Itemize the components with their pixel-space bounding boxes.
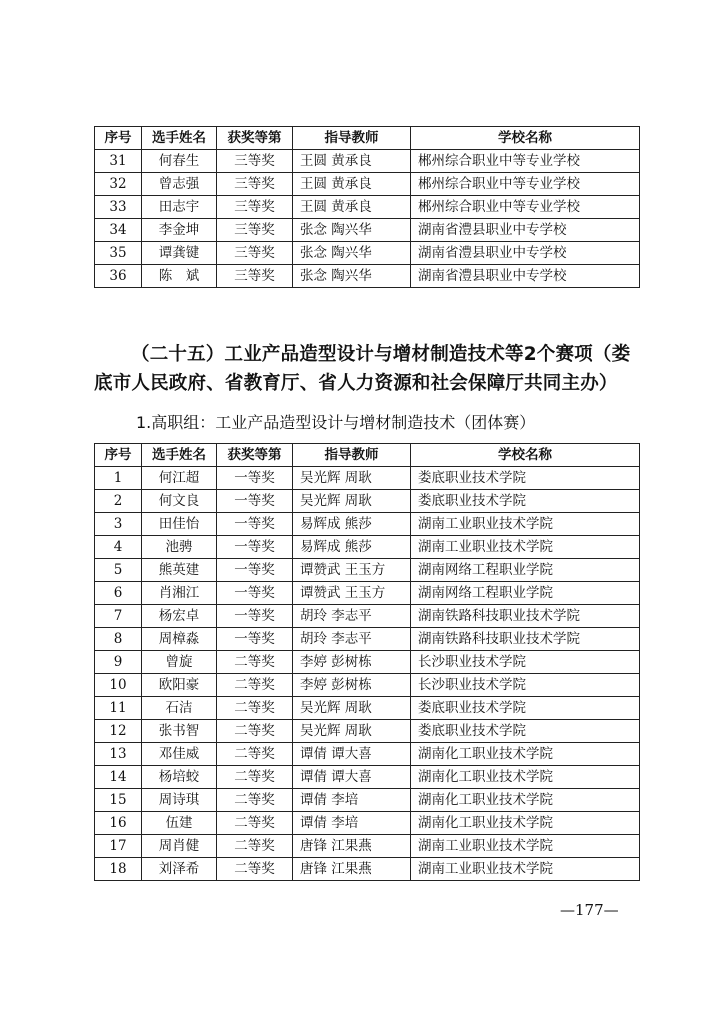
cell-instructor: 王圆 黄承良 [293, 196, 411, 219]
cell-school-name: 郴州综合职业中等专业学校 [411, 150, 640, 173]
cell-school-name: 长沙职业技术学院 [411, 651, 640, 674]
cell-contestant-name: 石洁 [142, 697, 217, 720]
cell-serial: 14 [95, 766, 142, 789]
cell-contestant-name: 熊英建 [142, 559, 217, 582]
table-row [95, 196, 640, 219]
cell-instructor: 胡玲 李志平 [293, 605, 411, 628]
cell-serial: 6 [95, 582, 142, 605]
cell-school-name: 长沙职业技术学院 [411, 674, 640, 697]
cell-award-level: 二等奖 [217, 812, 293, 835]
cell-contestant-name: 谭龚键 [142, 242, 217, 265]
table-row [95, 812, 640, 835]
cell-award-level: 二等奖 [217, 651, 293, 674]
cell-award-level: 二等奖 [217, 720, 293, 743]
table-row [95, 513, 640, 536]
cell-award-level: 一等奖 [217, 605, 293, 628]
header-school-name: 学校名称 [411, 444, 640, 467]
cell-school-name: 湖南铁路科技职业技术学院 [411, 605, 640, 628]
cell-serial: 1 [95, 467, 142, 490]
cell-contestant-name: 何春生 [142, 150, 217, 173]
cell-school-name: 湖南工业职业技术学院 [411, 858, 640, 881]
table-row [95, 173, 640, 196]
cell-serial: 36 [95, 265, 142, 288]
cell-school-name: 娄底职业技术学院 [411, 697, 640, 720]
table-row [95, 490, 640, 513]
cell-contestant-name: 杨培蛟 [142, 766, 217, 789]
cell-contestant-name: 陈 斌 [142, 265, 217, 288]
cell-instructor: 谭倩 谭大喜 [293, 766, 411, 789]
cell-contestant-name: 田佳怡 [142, 513, 217, 536]
section-heading: （二十五）工业产品造型设计与增材制造技术等2个赛项（娄底市人民政府、省教育厅、省人力资源和社会保障厅共同主办） [94, 344, 631, 394]
table-row [95, 789, 640, 812]
table-row [95, 628, 640, 651]
table-row [95, 242, 640, 265]
cell-award-level: 一等奖 [217, 467, 293, 490]
cell-serial: 35 [95, 242, 142, 265]
table-row [95, 467, 640, 490]
cell-instructor: 谭倩 李培 [293, 812, 411, 835]
sub-heading: 1.高职组：工业产品造型设计与增材制造技术（团体赛） [136, 413, 536, 432]
cell-award-level: 三等奖 [217, 150, 293, 173]
cell-contestant-name: 周樟淼 [142, 628, 217, 651]
cell-contestant-name: 周肖健 [142, 835, 217, 858]
table-header-row [95, 444, 640, 467]
cell-instructor: 唐锋 江果燕 [293, 835, 411, 858]
table-row [95, 835, 640, 858]
cell-contestant-name: 杨宏卓 [142, 605, 217, 628]
cell-award-level: 二等奖 [217, 766, 293, 789]
table-row [95, 536, 640, 559]
cell-award-level: 一等奖 [217, 513, 293, 536]
cell-serial: 9 [95, 651, 142, 674]
cell-school-name: 湖南省澧县职业中专学校 [411, 242, 640, 265]
cell-instructor: 李婷 彭树栋 [293, 651, 411, 674]
cell-award-level: 二等奖 [217, 674, 293, 697]
cell-award-level: 一等奖 [217, 536, 293, 559]
header-instructor: 指导教师 [293, 127, 411, 150]
table-row [95, 559, 640, 582]
table-row [95, 858, 640, 881]
cell-award-level: 一等奖 [217, 628, 293, 651]
cell-serial: 18 [95, 858, 142, 881]
header-award-level: 获奖等第 [217, 127, 293, 150]
cell-award-level: 二等奖 [217, 743, 293, 766]
cell-contestant-name: 田志宇 [142, 196, 217, 219]
cell-school-name: 湖南省澧县职业中专学校 [411, 219, 640, 242]
cell-school-name: 娄底职业技术学院 [411, 720, 640, 743]
cell-school-name: 湖南工业职业技术学院 [411, 835, 640, 858]
awards-table-continued [94, 126, 640, 288]
cell-award-level: 一等奖 [217, 559, 293, 582]
cell-instructor: 谭赞武 王玉方 [293, 582, 411, 605]
cell-school-name: 湖南化工职业技术学院 [411, 789, 640, 812]
table-row [95, 651, 640, 674]
cell-award-level: 三等奖 [217, 173, 293, 196]
awards-table-industrial-design [94, 443, 640, 881]
table-row [95, 766, 640, 789]
cell-instructor: 张念 陶兴华 [293, 219, 411, 242]
table-row [95, 219, 640, 242]
cell-school-name: 湖南化工职业技术学院 [411, 812, 640, 835]
cell-instructor: 吴光辉 周耿 [293, 467, 411, 490]
cell-serial: 11 [95, 697, 142, 720]
cell-instructor: 吴光辉 周耿 [293, 697, 411, 720]
cell-serial: 7 [95, 605, 142, 628]
cell-contestant-name: 张书智 [142, 720, 217, 743]
cell-serial: 10 [95, 674, 142, 697]
cell-serial: 12 [95, 720, 142, 743]
header-school-name: 学校名称 [411, 127, 640, 150]
table-row [95, 720, 640, 743]
cell-school-name: 湖南工业职业技术学院 [411, 536, 640, 559]
cell-contestant-name: 肖湘江 [142, 582, 217, 605]
cell-award-level: 二等奖 [217, 697, 293, 720]
cell-award-level: 三等奖 [217, 242, 293, 265]
cell-instructor: 唐锋 江果燕 [293, 858, 411, 881]
cell-school-name: 湖南铁路科技职业技术学院 [411, 628, 640, 651]
cell-instructor: 吴光辉 周耿 [293, 720, 411, 743]
cell-award-level: 三等奖 [217, 196, 293, 219]
cell-serial: 13 [95, 743, 142, 766]
cell-award-level: 二等奖 [217, 835, 293, 858]
cell-instructor: 张念 陶兴华 [293, 265, 411, 288]
cell-school-name: 湖南工业职业技术学院 [411, 513, 640, 536]
cell-school-name: 郴州综合职业中等专业学校 [411, 196, 640, 219]
table2-body [95, 467, 640, 881]
page-number: —177— [560, 901, 619, 919]
header-contestant-name: 选手姓名 [142, 444, 217, 467]
cell-instructor: 张念 陶兴华 [293, 242, 411, 265]
cell-contestant-name: 周诗琪 [142, 789, 217, 812]
cell-school-name: 郴州综合职业中等专业学校 [411, 173, 640, 196]
cell-serial: 3 [95, 513, 142, 536]
cell-serial: 31 [95, 150, 142, 173]
cell-school-name: 娄底职业技术学院 [411, 467, 640, 490]
table-row [95, 674, 640, 697]
cell-award-level: 一等奖 [217, 582, 293, 605]
table-row [95, 150, 640, 173]
cell-instructor: 易辉成 熊莎 [293, 513, 411, 536]
table-row [95, 582, 640, 605]
cell-award-level: 一等奖 [217, 490, 293, 513]
cell-school-name: 娄底职业技术学院 [411, 490, 640, 513]
cell-contestant-name: 刘泽希 [142, 858, 217, 881]
cell-serial: 33 [95, 196, 142, 219]
cell-award-level: 二等奖 [217, 789, 293, 812]
cell-contestant-name: 曾志强 [142, 173, 217, 196]
cell-serial: 8 [95, 628, 142, 651]
cell-contestant-name: 伍建 [142, 812, 217, 835]
cell-serial: 32 [95, 173, 142, 196]
header-contestant-name: 选手姓名 [142, 127, 217, 150]
cell-contestant-name: 池骋 [142, 536, 217, 559]
table-row [95, 605, 640, 628]
cell-serial: 34 [95, 219, 142, 242]
table1-body [95, 150, 640, 288]
cell-instructor: 王圆 黄承良 [293, 173, 411, 196]
cell-instructor: 谭倩 李培 [293, 789, 411, 812]
cell-instructor: 李婷 彭树栋 [293, 674, 411, 697]
cell-instructor: 王圆 黄承良 [293, 150, 411, 173]
cell-serial: 16 [95, 812, 142, 835]
table-row [95, 265, 640, 288]
cell-contestant-name: 李金坤 [142, 219, 217, 242]
table-row [95, 743, 640, 766]
cell-instructor: 谭赞武 王玉方 [293, 559, 411, 582]
cell-award-level: 二等奖 [217, 858, 293, 881]
cell-school-name: 湖南网络工程职业学院 [411, 559, 640, 582]
header-serial: 序号 [95, 444, 142, 467]
cell-school-name: 湖南网络工程职业学院 [411, 582, 640, 605]
cell-contestant-name: 何文良 [142, 490, 217, 513]
header-serial: 序号 [95, 127, 142, 150]
cell-serial: 15 [95, 789, 142, 812]
cell-school-name: 湖南化工职业技术学院 [411, 766, 640, 789]
cell-contestant-name: 何江超 [142, 467, 217, 490]
cell-contestant-name: 曾旋 [142, 651, 217, 674]
cell-serial: 17 [95, 835, 142, 858]
header-instructor: 指导教师 [293, 444, 411, 467]
cell-school-name: 湖南化工职业技术学院 [411, 743, 640, 766]
cell-serial: 5 [95, 559, 142, 582]
cell-instructor: 胡玲 李志平 [293, 628, 411, 651]
table-header-row [95, 127, 640, 150]
cell-serial: 4 [95, 536, 142, 559]
cell-contestant-name: 邓佳威 [142, 743, 217, 766]
cell-award-level: 三等奖 [217, 219, 293, 242]
cell-serial: 2 [95, 490, 142, 513]
cell-instructor: 谭倩 谭大喜 [293, 743, 411, 766]
cell-school-name: 湖南省澧县职业中专学校 [411, 265, 640, 288]
table-row [95, 697, 640, 720]
cell-instructor: 易辉成 熊莎 [293, 536, 411, 559]
cell-instructor: 吴光辉 周耿 [293, 490, 411, 513]
cell-contestant-name: 欧阳豪 [142, 674, 217, 697]
header-award-level: 获奖等第 [217, 444, 293, 467]
cell-award-level: 三等奖 [217, 265, 293, 288]
